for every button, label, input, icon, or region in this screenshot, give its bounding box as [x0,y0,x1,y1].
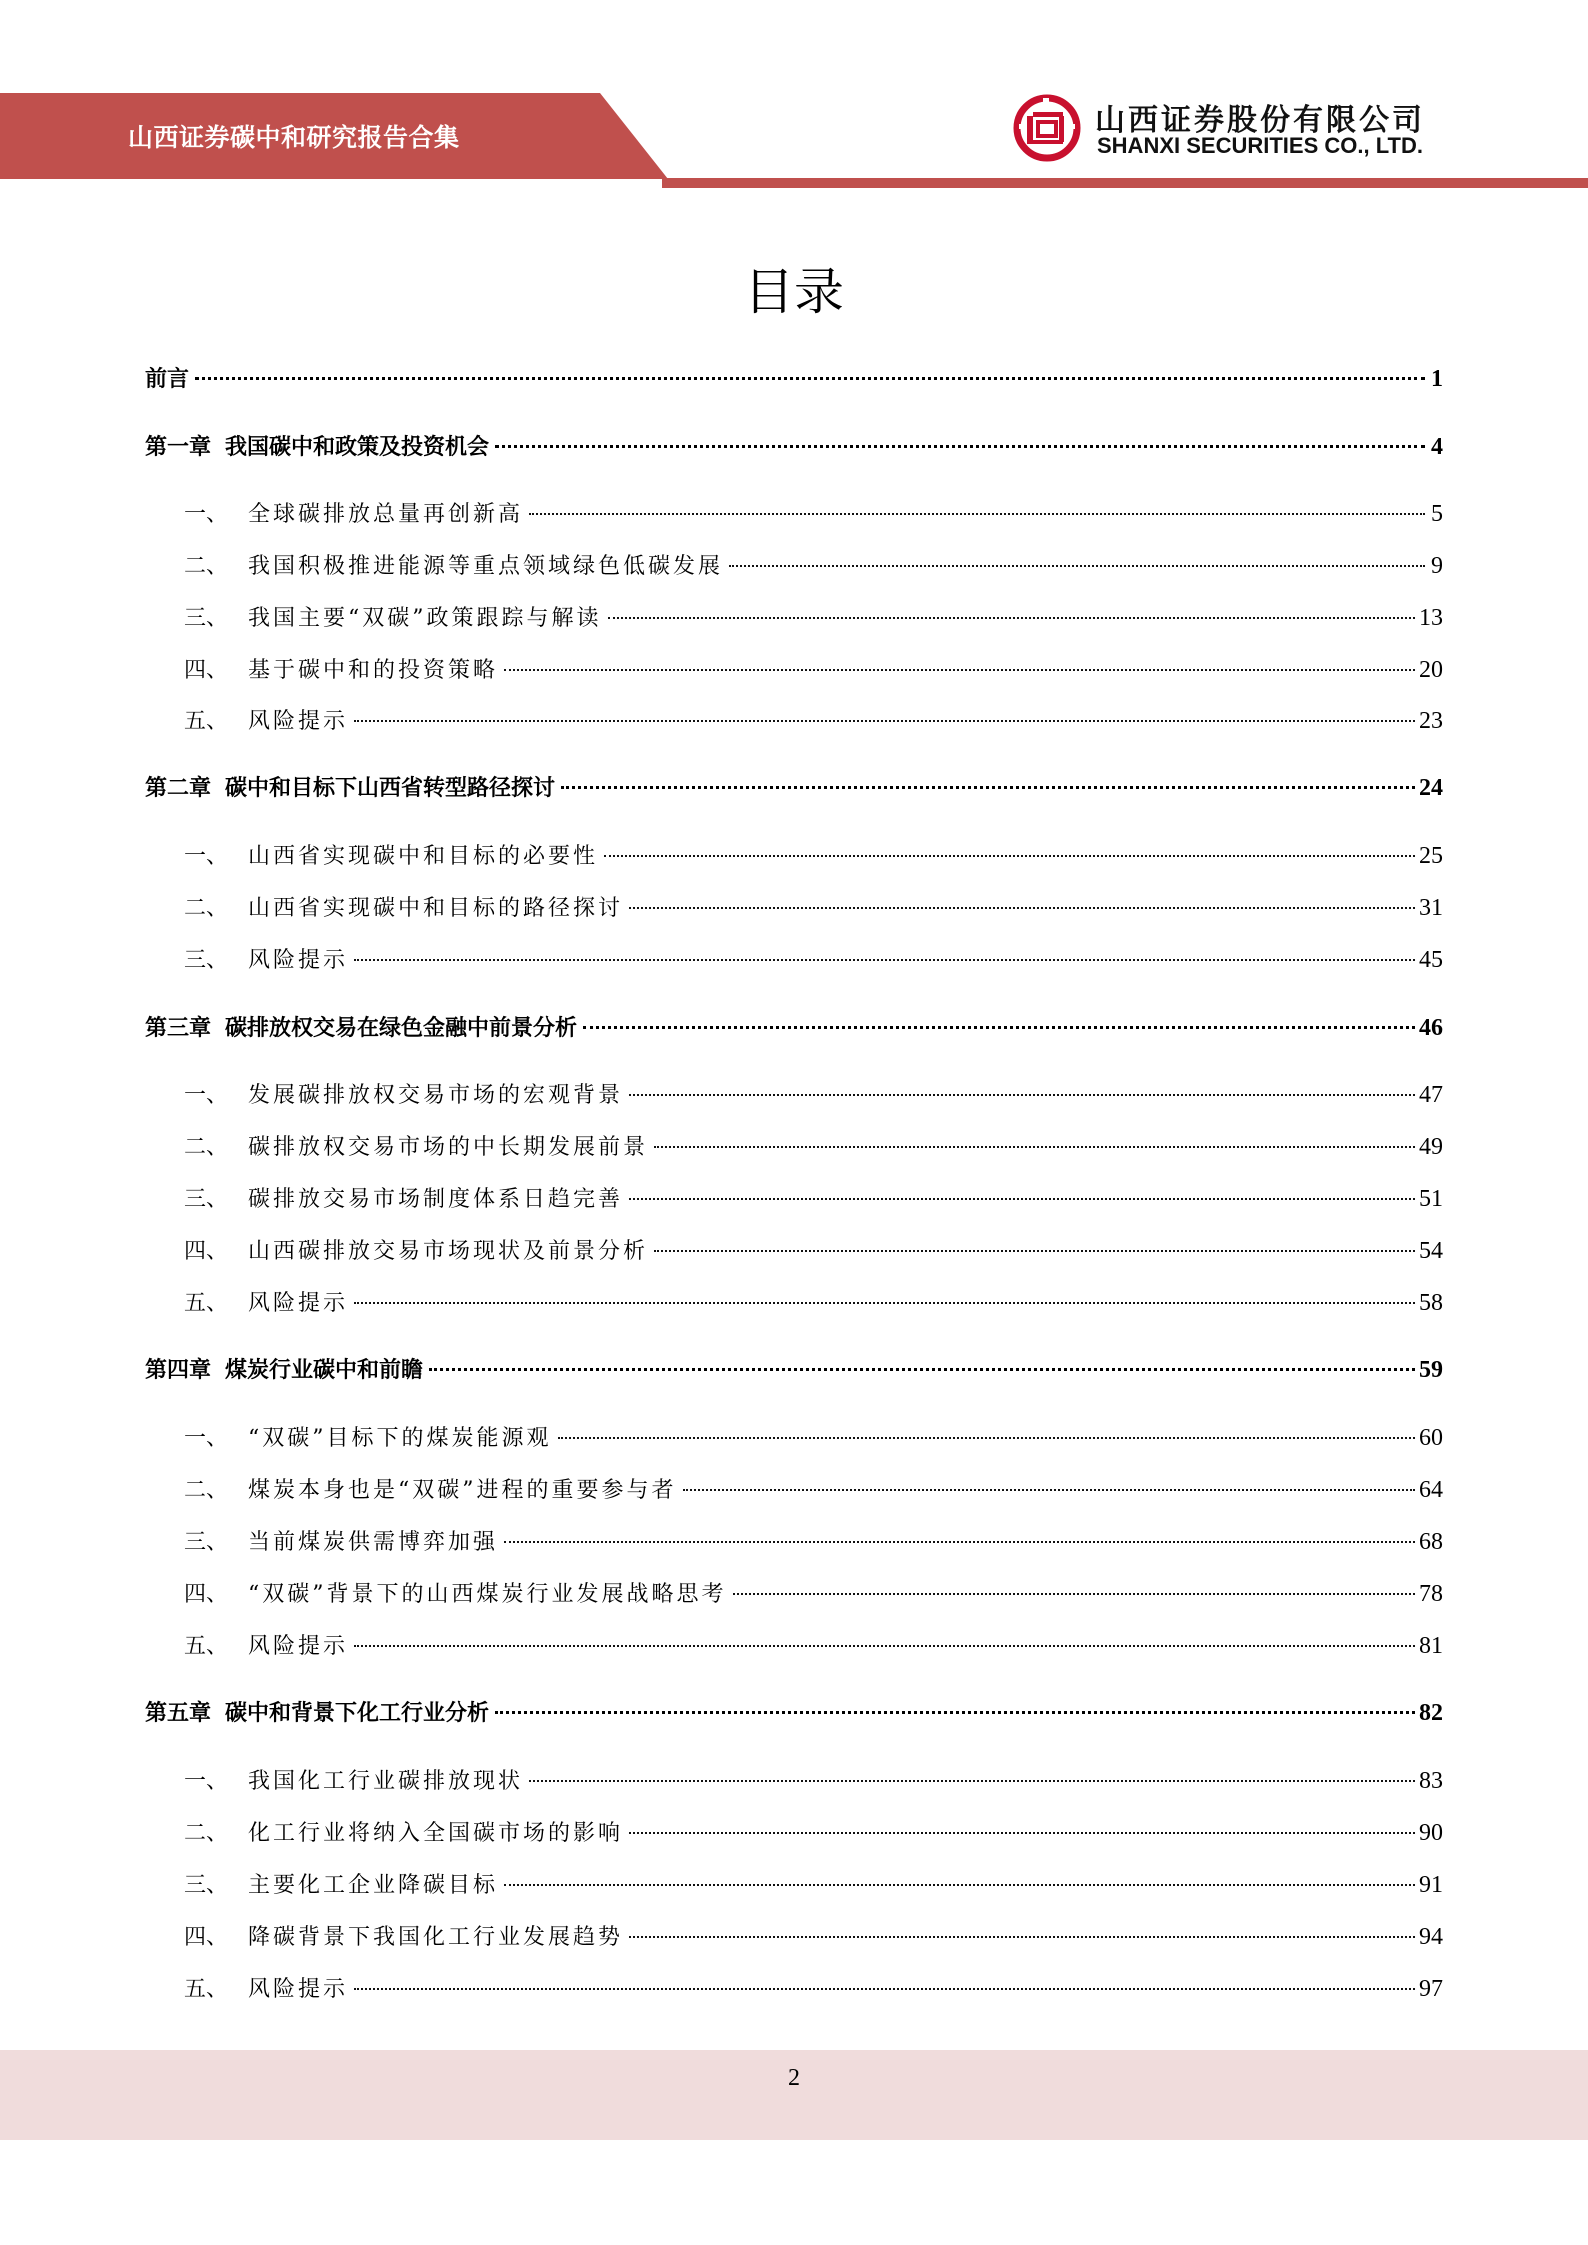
toc-section[interactable] [184,1525,1443,1559]
section-number: 一、 [184,1769,229,1794]
toc-page-number: 46 [1419,1015,1443,1041]
toc-page-number: 20 [1419,657,1443,683]
section-title: 煤炭本身也是“双碳”进程的重要参与者 [248,1478,677,1503]
dot-leader [733,1593,1416,1595]
section-number: 二、 [184,1478,229,1503]
toc-page-number: 51 [1419,1186,1443,1212]
toc-section[interactable] [184,1577,1443,1611]
toc-page-number: 13 [1419,605,1443,631]
toc-chapter-4[interactable] [145,1353,1443,1387]
toc-section[interactable] [184,549,1443,583]
toc-page-number: 31 [1419,895,1443,921]
dot-leader [529,513,1425,515]
section-number: 一、 [184,1083,229,1108]
toc-page-number: 47 [1419,1082,1443,1108]
dot-leader [195,377,1425,380]
toc-section[interactable] [184,1473,1443,1507]
section-title: 风险提示 [248,948,349,973]
chapter-number: 第一章 [145,434,212,460]
dot-leader [495,1711,1415,1714]
toc-section[interactable] [184,497,1443,531]
toc-page-number: 94 [1419,1924,1443,1950]
dot-leader [629,1832,1415,1834]
toc-section[interactable] [184,704,1443,738]
section-title: 降碳背景下我国化工行业发展趋势 [248,1925,624,1950]
section-number: 五、 [184,1291,229,1316]
toc-section[interactable] [184,601,1443,635]
section-title: 风险提示 [248,1977,349,2002]
chapter-number: 第三章 [145,1015,212,1041]
section-number: 三、 [184,1530,229,1555]
section-title: 全球碳排放总量再创新高 [248,502,524,527]
chapter-title: 煤炭行业碳中和前瞻 [225,1357,424,1383]
toc-page-number: 83 [1419,1768,1443,1794]
dot-leader [354,720,1415,722]
dot-leader [504,669,1415,671]
dot-leader [354,1645,1415,1647]
section-number: 四、 [184,1582,229,1607]
toc-section[interactable] [184,943,1443,977]
toc-chapter-1[interactable] [145,430,1443,464]
toc-page-number: 49 [1419,1134,1443,1160]
dot-leader [354,959,1415,961]
toc-page-number: 64 [1419,1477,1443,1503]
section-title: 风险提示 [248,1291,349,1316]
section-title: 风险提示 [248,1634,349,1659]
toc-page-number: 45 [1419,947,1443,973]
toc-page-number: 78 [1419,1581,1443,1607]
toc-chapter-3[interactable] [145,1011,1443,1045]
dot-leader [504,1541,1415,1543]
chapter-number: 第四章 [145,1357,212,1383]
dot-leader [604,855,1415,857]
section-title: 我国主要“双碳”政策跟踪与解读 [248,606,602,631]
section-number: 四、 [184,658,229,683]
section-title: 山西省实现碳中和目标的必要性 [248,844,599,869]
toc-page-number: 90 [1419,1820,1443,1846]
section-title: 发展碳排放权交易市场的宏观背景 [248,1083,624,1108]
section-number: 二、 [184,554,229,579]
toc-entry-title: 前言 [145,366,190,392]
section-title: 我国积极推进能源等重点领域绿色低碳发展 [248,554,724,579]
chapter-title: 碳中和目标下山西省转型路径探讨 [225,775,556,801]
section-number: 五、 [184,1977,229,2002]
dot-leader [529,1780,1415,1782]
dot-leader [683,1489,1416,1491]
toc-page-number: 23 [1419,708,1443,734]
section-number: 四、 [184,1239,229,1264]
toc-page-number: 24 [1419,775,1443,801]
collection-title: 山西证券碳中和研究报告合集 [128,123,460,152]
section-title: 碳排放交易市场制度体系日趋完善 [248,1187,624,1212]
toc-chapter-5[interactable] [145,1696,1443,1730]
toc-page-number: 5 [1431,501,1443,527]
dot-leader [504,1884,1415,1886]
section-number: 一、 [184,1426,229,1451]
toc-page-number: 1 [1431,366,1443,392]
section-title: “双碳”背景下的山西煤炭行业发展战略思考 [248,1582,727,1607]
toc-page-number: 9 [1431,553,1443,579]
company-name-en: SHANXI SECURITIES CO., LTD. [1097,133,1423,158]
header-rule [662,178,1588,188]
dot-leader [629,1198,1415,1200]
toc-section[interactable] [184,1972,1443,2006]
toc-page-number: 54 [1419,1238,1443,1264]
chapter-number: 第五章 [145,1700,212,1726]
section-title: 山西省实现碳中和目标的路径探讨 [248,896,624,921]
page-title: 目录 [744,263,844,321]
section-title: 当前煤炭供需博弈加强 [248,1530,499,1555]
section-title: 碳排放权交易市场的中长期发展前景 [248,1135,649,1160]
dot-leader [608,617,1416,619]
toc-section[interactable] [184,1130,1443,1164]
section-number: 三、 [184,1187,229,1212]
toc-section[interactable] [184,1816,1443,1850]
dot-leader [354,1302,1415,1304]
chapter-number: 第二章 [145,775,212,801]
toc-page-number: 68 [1419,1529,1443,1555]
toc-section[interactable] [184,1868,1443,1902]
dot-leader [729,565,1425,567]
toc-section[interactable] [184,839,1443,873]
toc-page-number: 25 [1419,843,1443,869]
toc-section[interactable] [184,1078,1443,1112]
shanxi-securities-logo-icon [1013,94,1081,162]
toc-section[interactable] [184,653,1443,687]
section-number: 三、 [184,606,229,631]
toc-section[interactable] [184,891,1443,925]
chapter-title: 碳排放权交易在绿色金融中前景分析 [225,1015,578,1041]
toc-section[interactable] [184,1286,1443,1320]
section-title: 我国化工行业碳排放现状 [248,1769,524,1794]
dot-leader [629,907,1415,909]
toc-page-number: 82 [1419,1700,1443,1726]
toc-page-number: 60 [1419,1425,1443,1451]
section-title: 化工行业将纳入全国碳市场的影响 [248,1821,624,1846]
toc-page-number: 59 [1419,1357,1443,1383]
dot-leader [583,1026,1415,1029]
toc-entry-preface[interactable] [145,362,1443,396]
section-number: 二、 [184,1821,229,1846]
company-name-cn: 山西证券股份有限公司 [1095,103,1425,138]
section-title: 主要化工企业降碳目标 [248,1873,499,1898]
toc-page-number: 4 [1431,434,1443,460]
section-number: 一、 [184,502,229,527]
toc-chapter-2[interactable] [145,771,1443,805]
toc-section[interactable] [184,1920,1443,1954]
dot-leader [629,1094,1415,1096]
dot-leader [561,786,1415,789]
dot-leader [354,1988,1415,1990]
toc-section[interactable] [184,1629,1443,1663]
toc-page-number: 58 [1419,1290,1443,1316]
dot-leader [654,1146,1415,1148]
section-title: 山西碳排放交易市场现状及前景分析 [248,1239,649,1264]
toc-section[interactable] [184,1234,1443,1268]
section-number: 五、 [184,709,229,734]
section-number: 二、 [184,1135,229,1160]
toc-page-number: 81 [1419,1633,1443,1659]
dot-leader [429,1368,1415,1371]
section-title: 基于碳中和的投资策略 [248,658,499,683]
section-number: 五、 [184,1634,229,1659]
dot-leader [495,445,1425,448]
section-number: 二、 [184,896,229,921]
dot-leader [654,1250,1415,1252]
chapter-title: 我国碳中和政策及投资机会 [225,434,490,460]
toc-page-number: 97 [1419,1976,1443,2002]
section-number: 三、 [184,948,229,973]
section-title: 风险提示 [248,709,349,734]
toc-page-number: 91 [1419,1872,1443,1898]
toc-section[interactable] [184,1182,1443,1216]
section-number: 三、 [184,1873,229,1898]
toc-section[interactable] [184,1421,1443,1455]
dot-leader [629,1936,1415,1938]
footer-page-number: 2 [788,2065,800,2091]
chapter-title: 碳中和背景下化工行业分析 [225,1700,490,1726]
dot-leader [558,1437,1416,1439]
section-title: “双碳”目标下的煤炭能源观 [248,1426,552,1451]
footer-band [0,2050,1588,2140]
toc-section[interactable] [184,1764,1443,1798]
section-number: 四、 [184,1925,229,1950]
section-number: 一、 [184,844,229,869]
